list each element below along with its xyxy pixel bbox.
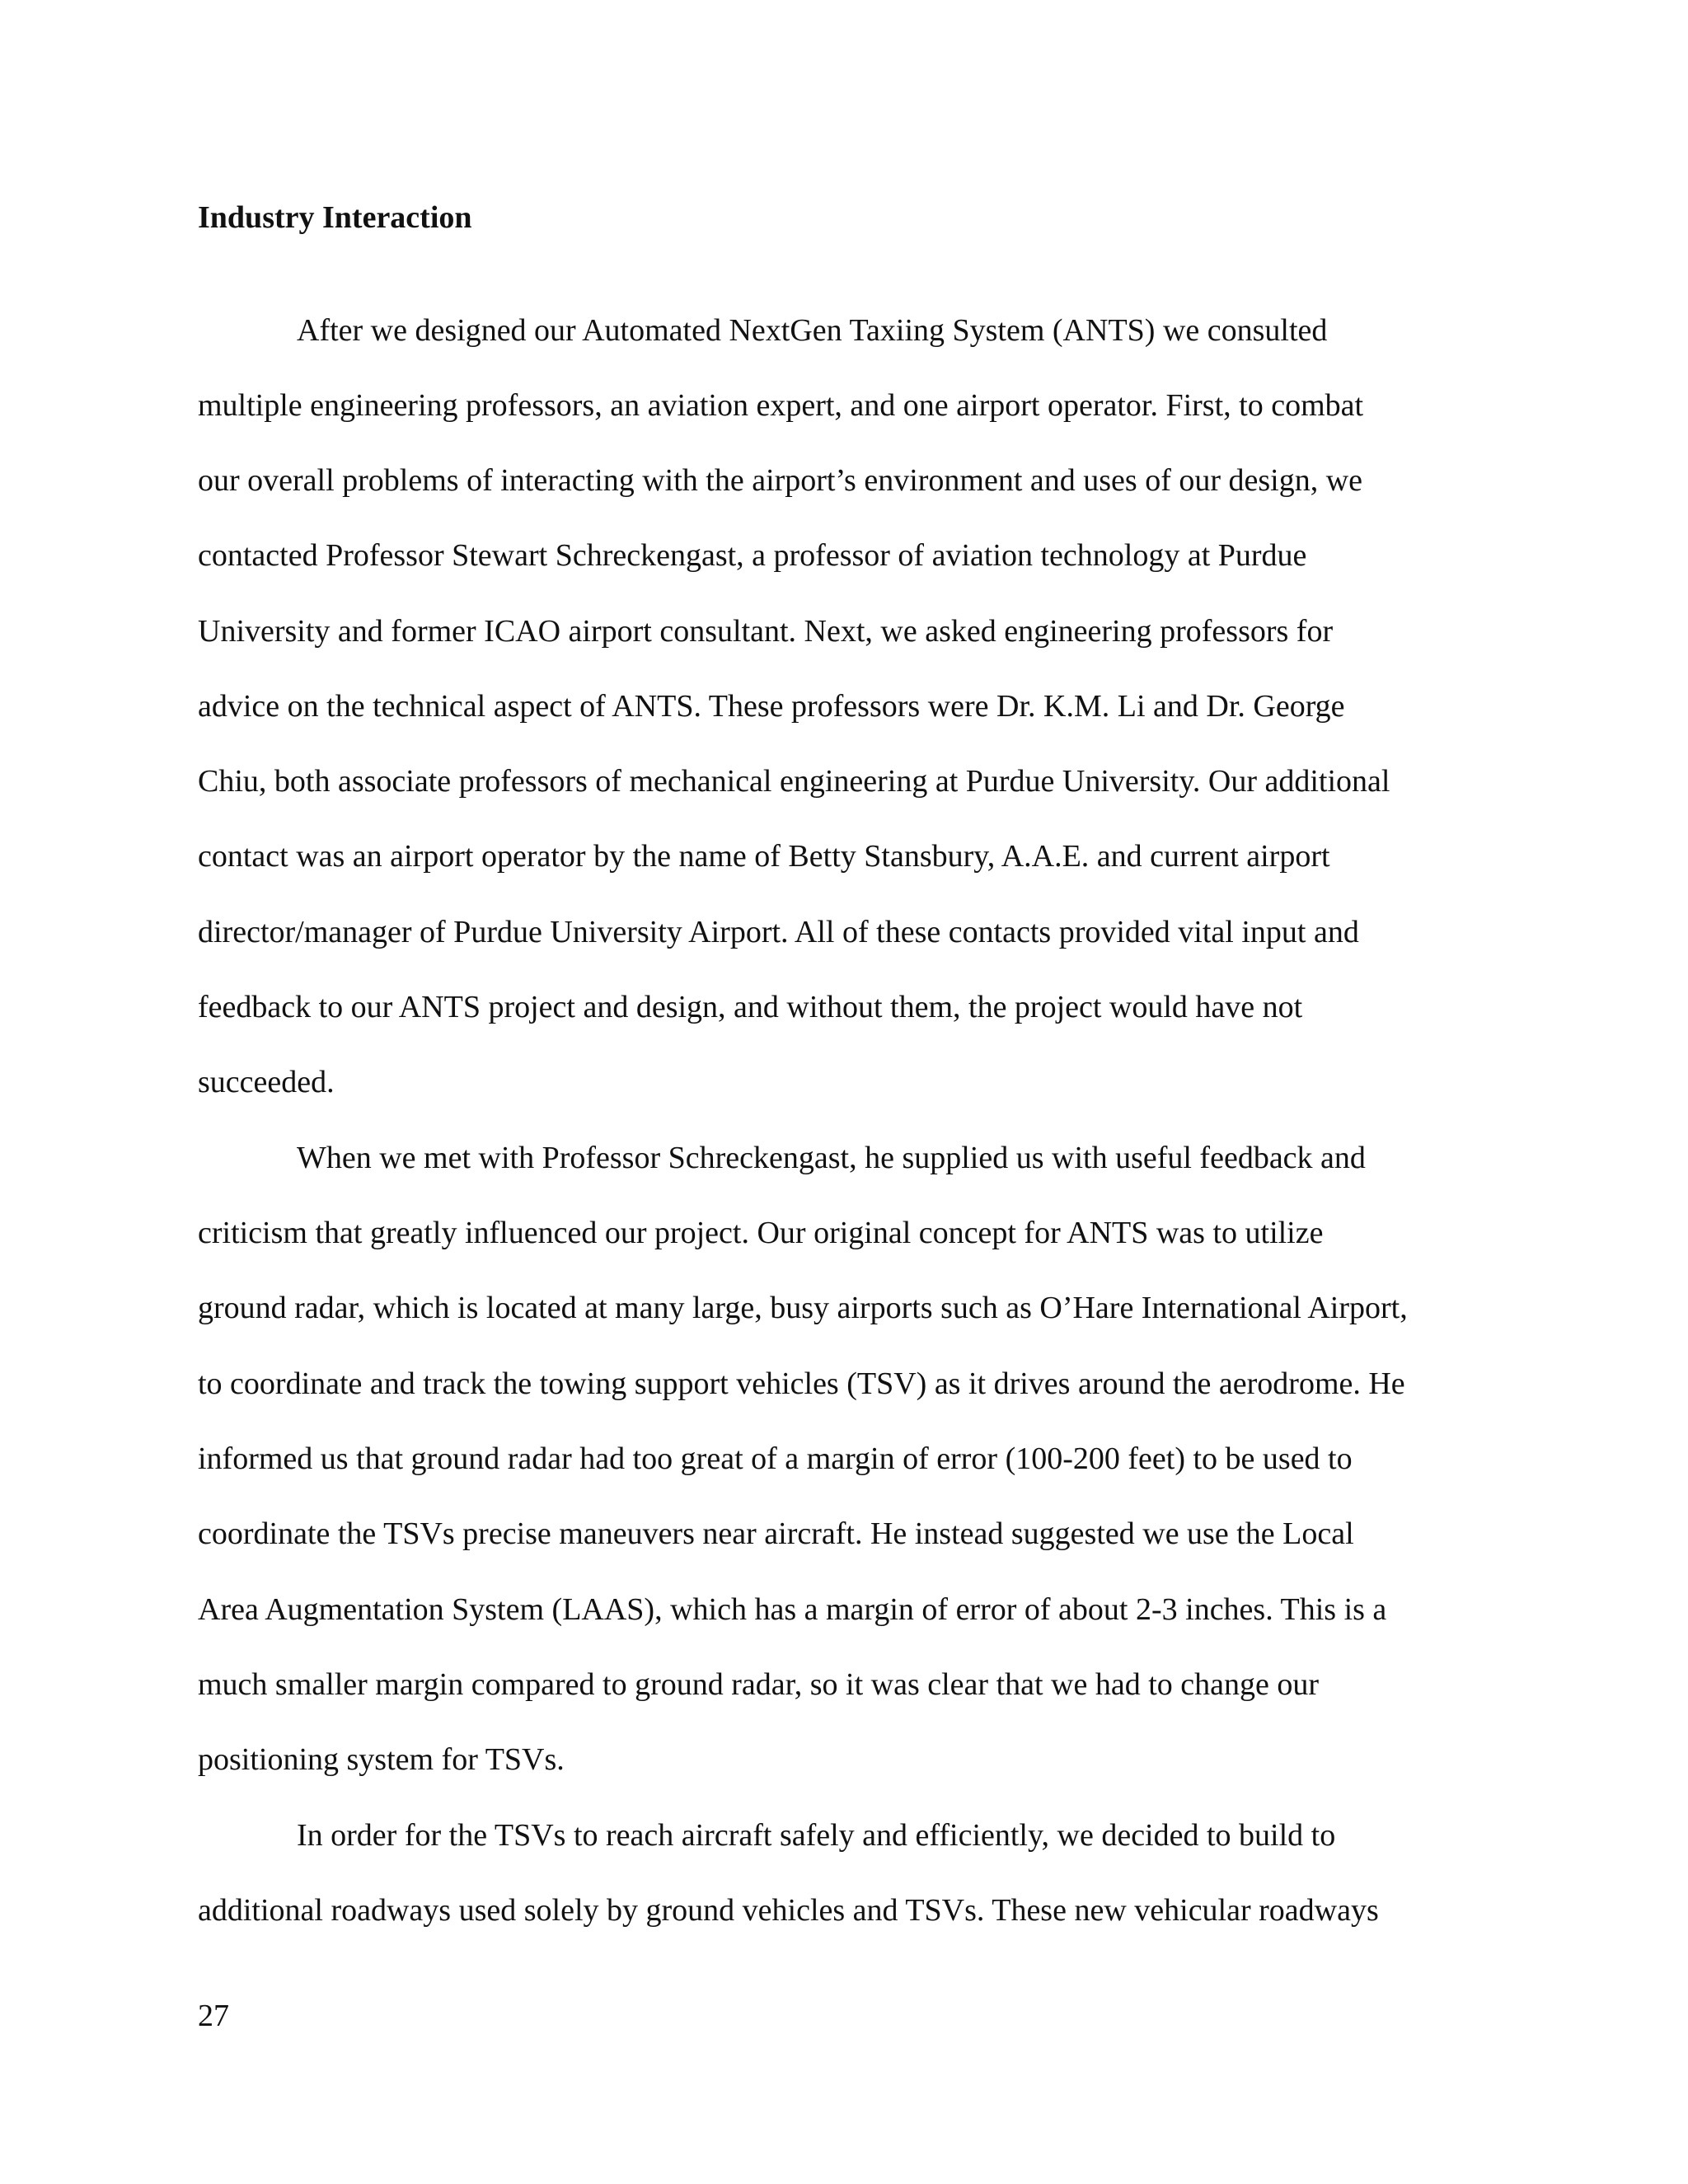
paragraph-line: succeeded. <box>198 1065 335 1099</box>
section-heading: Industry Interaction <box>198 200 472 235</box>
paragraph-line: After we designed our Automated NextGen Taxiing System (ANTS) we consulted <box>297 313 1328 348</box>
paragraph-line: director/manager of Purdue University Airport. All of these contacts provided vital input and <box>198 915 1359 949</box>
paragraph-line: our overall problems of interacting with the airport’s environment and uses of our design, we <box>198 463 1363 498</box>
paragraph-line: much smaller margin compared to ground radar, so it was clear that we had to change our <box>198 1667 1320 1702</box>
paragraph-line: additional roadways used solely by ground vehicles and TSVs. These new vehicular roadways <box>198 1893 1379 1928</box>
paragraph-line: coordinate the TSVs precise maneuvers near aircraft. He instead suggested we use the Local <box>198 1516 1354 1551</box>
paragraph-line: multiple engineering professors, an aviation expert, and one airport operator. First, to combat <box>198 388 1364 423</box>
paragraph-line: ground radar, which is located at many large, busy airports such as O’Hare International Airport, <box>198 1291 1408 1325</box>
paragraph-line: When we met with Professor Schreckengast, he supplied us with useful feedback and <box>297 1141 1366 1175</box>
paragraph-line: informed us that ground radar had too great of a margin of error (100-200 feet) to be used to <box>198 1441 1353 1476</box>
paragraph-line: advice on the technical aspect of ANTS. These professors were Dr. K.M. Li and Dr. George <box>198 689 1345 724</box>
page-number: 27 <box>198 1999 229 2033</box>
paragraph-line: criticism that greatly influenced our project. Our original concept for ANTS was to utilize <box>198 1216 1324 1250</box>
paragraph-line: Area Augmentation System (LAAS), which has a margin of error of about 2-3 inches. This is a <box>198 1592 1387 1627</box>
paragraph-line: feedback to our ANTS project and design, and without them, the project would have not <box>198 990 1303 1024</box>
paragraph-line: Chiu, both associate professors of mechanical engineering at Purdue University. Our additional <box>198 764 1390 799</box>
paragraph-line: positioning system for TSVs. <box>198 1742 565 1777</box>
paragraph-line: contacted Professor Stewart Schreckengast, a professor of aviation technology at Purdue <box>198 538 1307 573</box>
paragraph-line: contact was an airport operator by the name of Betty Stansbury, A.A.E. and current airport <box>198 839 1330 874</box>
paragraph-line: In order for the TSVs to reach aircraft safely and efficiently, we decided to build to <box>297 1818 1336 1853</box>
paragraph-line: to coordinate and track the towing support vehicles (TSV) as it drives around the aerodrome. He <box>198 1366 1405 1401</box>
paragraph-line: University and former ICAO airport consultant. Next, we asked engineering professors for <box>198 614 1334 649</box>
